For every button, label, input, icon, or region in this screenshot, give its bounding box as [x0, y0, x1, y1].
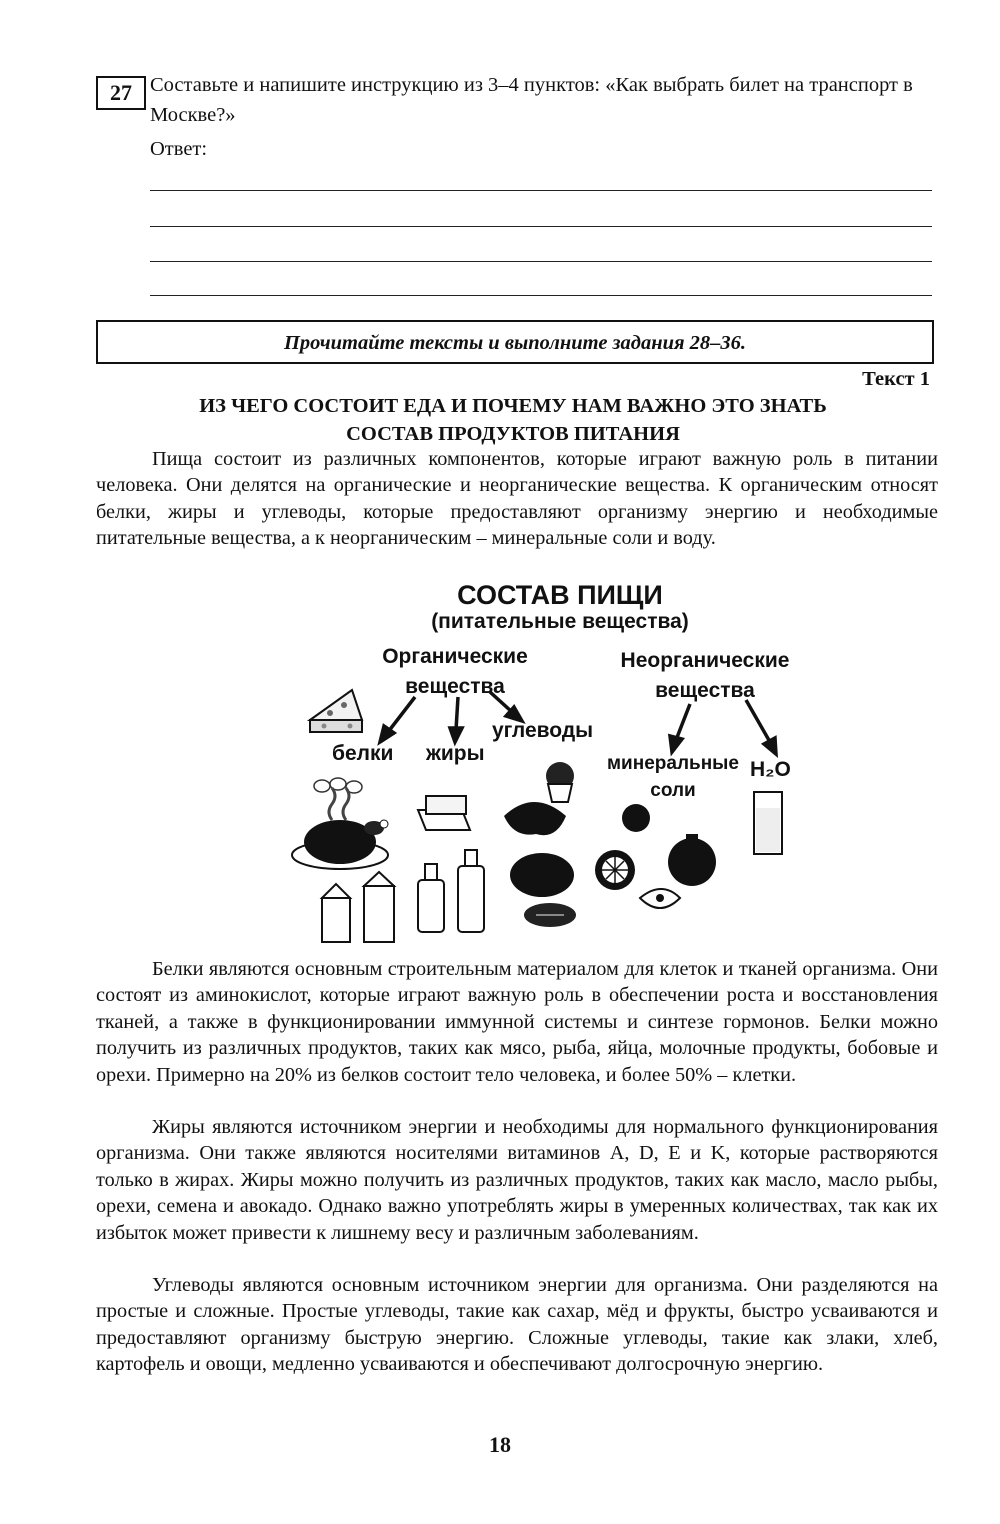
answer-label: Ответ: [150, 138, 208, 160]
bread-icon [510, 853, 576, 927]
steam-icon [329, 788, 349, 820]
proteins-paragraph: Белки являются основным строительным материалом для клеток и тканей организма. Они состоят из аминокислот, которые играют важную роль в обеспечении роста и восстановления тканей, а также в функционировании иммунной системы и синтезе гормонов. Белки можно получить из различных продуктов, таких как мясо, рыба, яйца, молочные продукты, бобовые и орехи. Примерно на 20% из белков состоит тело человека, и более 50% – клетки. [96, 958, 938, 1086]
roast-chicken-icon [292, 820, 388, 869]
intro-paragraph: Пища состоит из различных компонентов, которые играют важную роль в питании человека. Они делятся на органические и неорганические вещества. К органическим относят белки, жиры и углеводы, которые предоставляют организму энергию и необходимые питательные вещества, а к неорганическим – минеральные соли и воду. [96, 448, 938, 550]
cheese-icon [310, 690, 362, 732]
task-27-prompt: Составьте и напишите инструкцию из 3–4 пунктов: «Как выбрать билет на транспорт в Москве?» [150, 74, 913, 126]
answer-line[interactable] [150, 261, 932, 262]
fats-label: жиры [426, 742, 485, 765]
oil-bottle-icon [418, 850, 484, 932]
instruction-banner: Прочитайте тексты и выполните задания 28–36. [96, 320, 934, 364]
diagram-title: СОСТАВ ПИЩИ [457, 580, 663, 610]
milk-carton-icon [322, 872, 394, 942]
carbohydrates-label: углеводы [492, 719, 594, 742]
food-composition-diagram [280, 580, 840, 960]
page-number: 18 [489, 1432, 511, 1457]
carbohydrates-paragraph: Углеводы являются основным источником энергии для организма. Они разделяются на простые и сложные. Простые углеводы, такие как сахар, мёд и фрукты, быстро усваиваются и предоставляют организму быструю энергию. Сложные углеводы, такие как злаки, хлеб, картофель и овощи, медленно усваиваются и обеспечивают долгосрочную энергию. [96, 1274, 938, 1376]
water-glass-icon [754, 792, 782, 854]
task-number-box: 27 [96, 76, 146, 110]
mineral-salts-label: минеральные соли [607, 753, 739, 801]
water-label: H₂O [750, 758, 791, 781]
croissant-icon [504, 802, 566, 835]
cupcake-icon [546, 762, 574, 802]
proteins-label: белки [332, 742, 394, 765]
orange-icon [595, 804, 650, 890]
answer-line[interactable] [150, 226, 932, 227]
answer-line[interactable] [150, 295, 932, 296]
organic-category: Органические вещества [382, 645, 528, 698]
diagram-subtitle: (питательные вещества) [431, 610, 689, 633]
heading-sub: СОСТАВ ПРОДУКТОВ ПИТАНИЯ [346, 423, 680, 445]
eggs-icon [314, 778, 362, 793]
fats-paragraph: Жиры являются источником энергии и необходимы для нормального функционирования организма. Они также являются носителями витаминов A, D, E и K, которые растворяются только в жирах. Жиры можно получить из различных продуктов, таких как масло, масло рыбы, орехи, семена и авокадо. Однако важно употреблять жиры в умеренных количествах, так как их избыток может привести к лишнему весу и различным заболеваниям. [96, 1116, 938, 1244]
text-headings [96, 392, 930, 448]
text-label: Текст 1 [862, 368, 930, 390]
arrows-inorganic [670, 700, 776, 754]
answer-line[interactable] [150, 190, 932, 191]
butter-icon [418, 796, 470, 830]
fig-icon [640, 834, 716, 908]
inorganic-category: Неорганические вещества [620, 649, 790, 702]
heading-main: ИЗ ЧЕГО СОСТОИТ ЕДА И ПОЧЕМУ НАМ ВАЖНО ЭТО ЗНАТЬ [199, 395, 827, 417]
